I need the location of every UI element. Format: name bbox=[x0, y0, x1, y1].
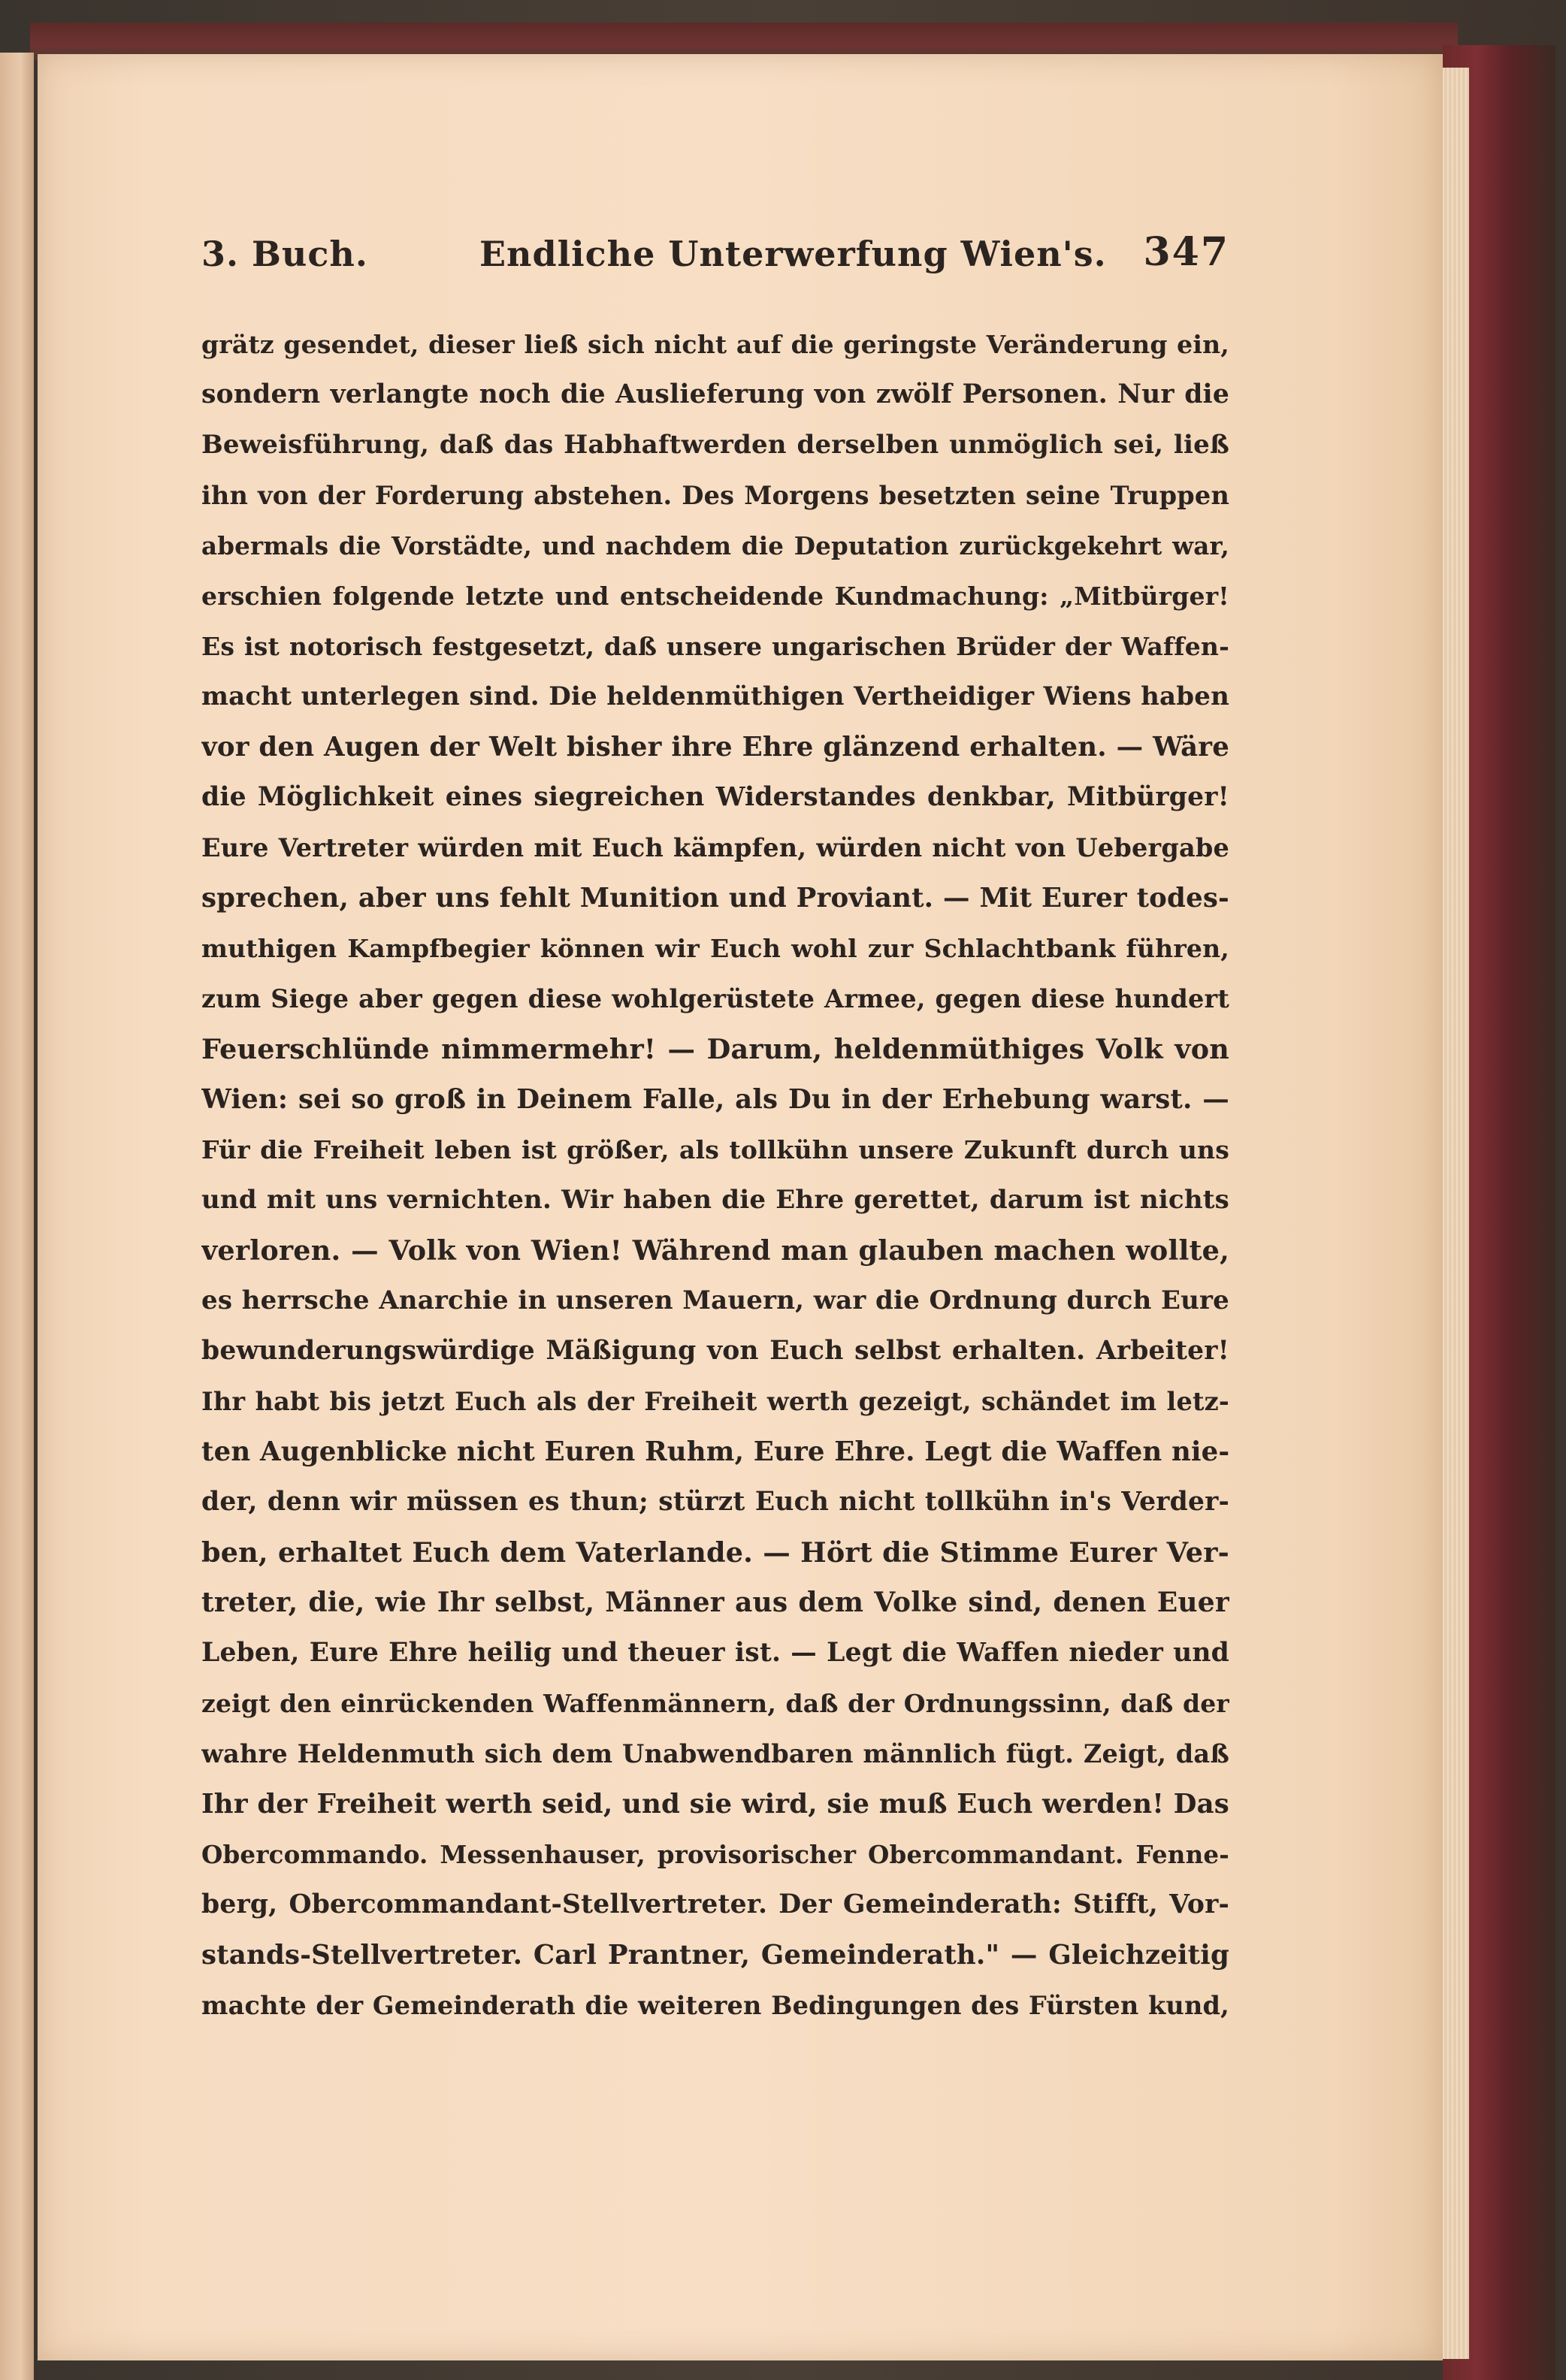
text-line: Obercommando. Messenhauser, provisorischer Obercommandant. Fenne- bbox=[201, 1840, 1229, 1869]
text-line: Feuerschlünde nimmermehr! — Darum, heldenmüthiges Volk von bbox=[201, 1033, 1229, 1065]
text-line: abermals die Vorstädte, und nachdem die Deputation zurückgekehrt war, bbox=[201, 531, 1229, 560]
text-line: und mit uns vernichten. Wir haben die Ehre gerettet, darum ist nichts bbox=[201, 1185, 1229, 1215]
text-line: zeigt den einrückenden Waffenmännern, daß der Ordnungssinn, daß der bbox=[201, 1689, 1229, 1718]
text-line: sprechen, aber uns fehlt Munition und Proviant. — Mit Eurer todes- bbox=[201, 883, 1229, 914]
text-line: ben, erhaltet Euch dem Vaterlande. — Hört die Stimme Eurer Ver- bbox=[201, 1536, 1229, 1569]
text-line: die Möglichkeit eines siegreichen Widerstandes denkbar, Mitbürger! bbox=[201, 782, 1229, 812]
text-line: treter, die, wie Ihr selbst, Männer aus dem Volke sind, denen Euer bbox=[201, 1587, 1229, 1618]
text-line: ten Augenblicke nicht Euren Ruhm, Eure Ehre. Legt die Waffen nie- bbox=[201, 1436, 1229, 1467]
facing-page-edge bbox=[0, 53, 34, 2380]
text-line: wahre Heldenmuth sich dem Unabwendbaren männlich fügt. Zeigt, daß bbox=[201, 1739, 1229, 1768]
chapter-title: Endliche Unterwerfung Wien's. bbox=[479, 234, 1107, 274]
text-line: Für die Freiheit leben ist größer, als tollkühn unsere Zukunft durch uns bbox=[201, 1135, 1229, 1164]
text-line: es herrsche Anarchie in unseren Mauern, war die Ordnung durch Eure bbox=[201, 1285, 1229, 1315]
text-line: Wien: sei so groß in Deinem Falle, als Du in der Erhebung warst. — bbox=[201, 1084, 1229, 1115]
text-line: grätz gesendet, dieser ließ sich nicht auf die geringste Veränderung ein, bbox=[201, 330, 1229, 359]
text-line: Es ist notorisch festgesetzt, daß unsere ungarischen Brüder der Waffen- bbox=[201, 632, 1229, 661]
text-line: Ihr habt bis jetzt Euch als der Freiheit werth gezeigt, schändet im letz- bbox=[201, 1387, 1229, 1416]
text-line: sondern verlangte noch die Auslieferung von zwölf Personen. Nur die bbox=[201, 379, 1229, 409]
text-line: berg, Obercommandant-Stellvertreter. Der Gemeinderath: Stifft, Vor- bbox=[201, 1889, 1229, 1919]
text-line: ihn von der Forderung abstehen. Des Morgens besetzten seine Truppen bbox=[201, 481, 1229, 510]
text-line: Leben, Eure Ehre heilig und theuer ist. — Legt die Waffen nieder und bbox=[201, 1638, 1229, 1668]
text-line: der, denn wir müssen es thun; stürzt Euch nicht tollkühn in's Verder- bbox=[201, 1487, 1229, 1517]
text-line: Beweisführung, daß das Habhaftwerden derselben unmöglich sei, ließ bbox=[201, 430, 1229, 460]
text-line: macht unterlegen sind. Die heldenmüthigen Vertheidiger Wiens haben bbox=[201, 681, 1229, 711]
page-stack-edges bbox=[1439, 68, 1469, 2359]
text-line: vor den Augen der Welt bisher ihre Ehre glänzend erhalten. — Wäre bbox=[201, 732, 1229, 763]
text-line: zum Siege aber gegen diese wohlgerüstete Armee, gegen diese hundert bbox=[201, 984, 1229, 1013]
text-line: bewunderungswürdige Mäßigung von Euch selbst erhalten. Arbeiter! bbox=[201, 1336, 1229, 1366]
book-section-label: 3. Buch. bbox=[201, 234, 368, 274]
body-text bbox=[201, 319, 1229, 2031]
running-header bbox=[201, 229, 1229, 282]
text-line: verloren. — Volk von Wien! Während man glauben machen wollte, bbox=[201, 1234, 1229, 1267]
text-line: muthigen Kampfbegier können wir Euch wohl zur Schlachtbank führen, bbox=[201, 934, 1229, 963]
text-line: stands-Stellvertreter. Carl Prantner, Gemeinderath." — Gleichzeitig bbox=[201, 1940, 1229, 1971]
text-line: Eure Vertreter würden mit Euch kämpfen, würden nicht von Uebergabe bbox=[201, 833, 1229, 862]
text-line: machte der Gemeinderath die weiteren Bedingungen des Fürsten kund, bbox=[201, 1991, 1229, 2020]
text-line: Ihr der Freiheit werth seid, und sie wird, sie muß Euch werden! Das bbox=[201, 1789, 1229, 1820]
text-line: erschien folgende letzte und entscheidende Kundmachung: „Mitbürger! bbox=[201, 581, 1229, 611]
page-number: 347 bbox=[1143, 229, 1229, 275]
